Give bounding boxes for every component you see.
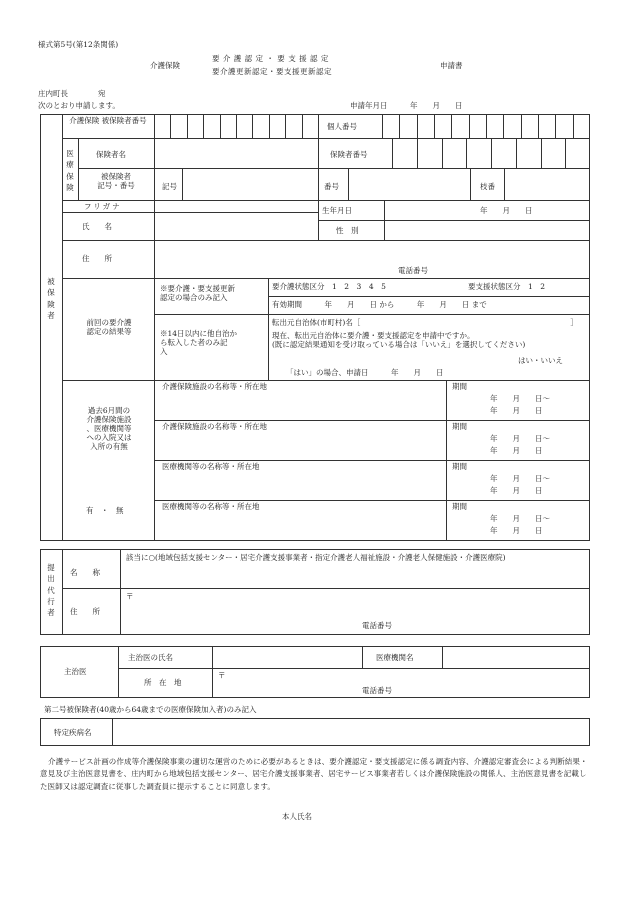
- if-yes-date[interactable]: 「はい」の場合、申請日 年 月 日: [286, 368, 444, 377]
- number-cell-divider: [503, 114, 504, 138]
- admission-period-from[interactable]: 年 月 日～: [490, 434, 550, 443]
- number-cell-divider: [573, 114, 574, 138]
- consent-text: 介護サービス計画の作成等介護保険事業の適切な運営のために必要があるときは、要介護認定・要支援認定に係る調査内容、介護認定審査会による判断結果・意見及び主治医意見書を、庄内町から地域包括支援センター、居宅介護支援事業者、居宅サービス事業者若しくは介護保険施設の関係人、主治医意見書を記載した医師又は認定調査に従事した調査員に提示することに同意します。: [40, 757, 588, 791]
- number-cell-divider: [434, 114, 435, 138]
- secondary-note: 第二号被保険者(40歳から64歳までの医療保険加入者)のみ記入: [44, 705, 257, 714]
- physician-table: [40, 646, 590, 698]
- number-cell-divider: [187, 114, 188, 138]
- origin-municipality[interactable]: 転出元自治体(市町村)名［ ］: [272, 318, 578, 327]
- physician-institution-label: 医療機関名: [376, 653, 414, 662]
- admission-facility-label: 介護保険施設の名称等・所在地: [162, 422, 267, 431]
- admission-facility-label: 介護保険施設の名称等・所在地: [162, 382, 267, 391]
- medical-insurer-name-label: 保険者名: [96, 150, 126, 159]
- number-cell-divider: [486, 114, 487, 138]
- medical-symbol-label: 被保険者 記号・番号: [97, 172, 135, 190]
- number-cell-divider: [302, 114, 303, 138]
- admission-period-to[interactable]: 年 月 日: [490, 406, 543, 415]
- number-cell-divider: [236, 114, 237, 138]
- birth-value[interactable]: 年 月 日: [480, 206, 533, 215]
- transfer-note: ※14日以内に他自治か ら転入した者のみ記 入: [160, 329, 238, 356]
- valid-period[interactable]: 有効期間 年 月 日 から 年 月 日 まで: [272, 300, 487, 309]
- disease-table: [40, 718, 590, 746]
- number-cell-divider: [516, 138, 517, 168]
- admission-period-from[interactable]: 年 月 日～: [490, 514, 550, 523]
- birth-label: 生年月日: [322, 206, 352, 215]
- number-cell-divider: [252, 114, 253, 138]
- title-line2: 要介護更新認定・要支援更新認定: [212, 67, 332, 76]
- support-level-label[interactable]: 要支援状態区分 1 2: [468, 282, 546, 291]
- previous-result-label: 前回の要介護 認定の結果等: [86, 318, 132, 336]
- name-label: 氏 名: [82, 222, 112, 231]
- number-cell-divider: [399, 114, 400, 138]
- physician-name-label: 主治医の氏名: [128, 653, 173, 662]
- number-cell-divider: [541, 138, 542, 168]
- yes-no-choice[interactable]: はい・いいえ: [518, 356, 563, 365]
- number-cell-divider: [538, 114, 539, 138]
- number-cell-divider: [521, 114, 522, 138]
- number-cell-divider: [469, 114, 470, 138]
- admission-period-from[interactable]: 年 月 日～: [490, 474, 550, 483]
- agent-name-label: 名 称: [70, 568, 100, 577]
- number-cell-divider: [220, 114, 221, 138]
- symbol-label: 記号: [162, 182, 177, 191]
- number-cell-divider: [203, 114, 204, 138]
- admission-row-divider: [154, 500, 590, 501]
- addressee: 庄内町長 宛: [38, 89, 106, 98]
- admission-period-label: 期間: [452, 462, 467, 471]
- signature-label: 本人氏名: [282, 812, 312, 821]
- title-line1: 要 介 護 認 定 ・ 要 支 援 認 定: [212, 54, 329, 63]
- renewal-note: ※要介護・要支援更新 認定の場合のみ記入: [160, 284, 235, 302]
- number-cell-divider: [269, 114, 270, 138]
- agent-phone-label: 電話番号: [362, 621, 392, 630]
- number-cell-divider: [491, 138, 492, 168]
- admission-presence[interactable]: 有 ・ 無: [86, 506, 124, 515]
- insured-address-label: 住 所: [82, 254, 112, 263]
- number-cell-divider: [285, 114, 286, 138]
- agent-side-label: 提出代行者: [47, 563, 55, 617]
- application-label: 申請書: [440, 61, 463, 70]
- admission-facility-label: 医療機関等の名称等・所在地: [162, 502, 260, 511]
- insured-side-label: 被保険者: [47, 277, 55, 320]
- agent-address-label: 住 所: [70, 607, 100, 616]
- gender-label: 性 別: [336, 226, 359, 235]
- form-number: 様式第5号(第12条関係): [38, 40, 119, 49]
- insured-phone-label: 電話番号: [398, 266, 428, 275]
- admission-period-label: 期間: [452, 502, 467, 511]
- admission-period-to[interactable]: 年 月 日: [490, 486, 543, 495]
- number-cell-divider: [555, 114, 556, 138]
- number-cell-divider: [451, 114, 452, 138]
- admission-row-divider: [154, 460, 590, 461]
- insurance-number-label: 介護保険 被保険者番号: [69, 116, 147, 125]
- number-cell-divider: [442, 138, 443, 168]
- disease-label: 特定疾病名: [54, 728, 92, 737]
- medical-insurer-number-label: 保険者番号: [330, 150, 368, 159]
- number-cell-divider: [417, 138, 418, 168]
- admission-period-to[interactable]: 年 月 日: [490, 446, 543, 455]
- transfer-question: 現在、転出元自治体に要介護・要支援認定を申請中ですか。 (既に認定結果通知を受け取っている場合は「いいえ」を選択してください): [272, 331, 526, 349]
- number-label: 番号: [324, 182, 339, 191]
- furigana-label: フリガナ: [84, 202, 122, 211]
- number-cell-divider: [565, 138, 566, 168]
- agent-type-note[interactable]: 該当に○(地域包括支援センター・居宅介護支援事業者・指定介護老人福祉施設・介護老人保健施設・介護医療院): [126, 553, 506, 562]
- care-level-label[interactable]: 要介護状態区分 1 2 3 4 5: [272, 282, 386, 291]
- physician-postal[interactable]: 〒: [218, 671, 226, 680]
- agent-postal[interactable]: 〒: [126, 592, 134, 601]
- admission-period-label: 期間: [452, 422, 467, 431]
- insurance-label: 介護保険: [150, 61, 180, 70]
- admission-label: 過去6月間の 介護保険施設 、医療機関等 への入院又は 入所の有無: [86, 406, 132, 451]
- application-date: 申請年月日 年 月 日: [350, 101, 463, 110]
- admission-period-from[interactable]: 年 月 日～: [490, 394, 550, 403]
- admission-period-label: 期間: [452, 382, 467, 391]
- admission-facility-label: 医療機関等の名称等・所在地: [162, 462, 260, 471]
- admission-period-to[interactable]: 年 月 日: [490, 526, 543, 535]
- medical-side-label: 医療保険: [66, 149, 74, 192]
- number-cell-divider: [417, 114, 418, 138]
- admission-row-divider: [154, 420, 590, 421]
- personal-number-label: 個人番号: [327, 122, 357, 131]
- intro-text: 次のとおり申請します。: [38, 101, 120, 110]
- physician-address-label: 所 在 地: [144, 678, 182, 687]
- physician-label: 主治医: [64, 667, 87, 676]
- physician-phone-label: 電話番号: [362, 686, 392, 695]
- branch-label: 枝番: [480, 182, 495, 191]
- number-cell-divider: [170, 114, 171, 138]
- number-cell-divider: [466, 138, 467, 168]
